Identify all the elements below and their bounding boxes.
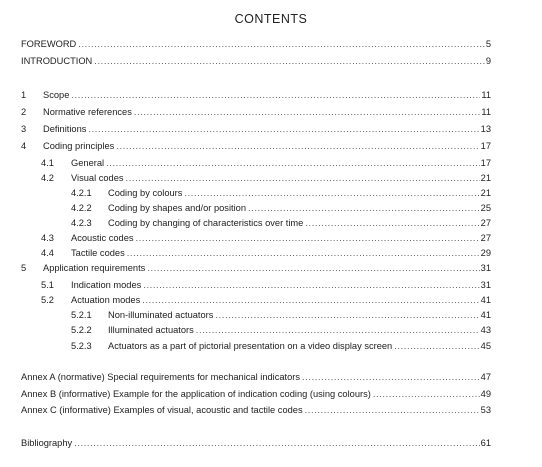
toc-entry-page: 49 [480,389,491,399]
toc-entry [0,105,542,119]
toc-leader-dots [116,139,479,153]
toc-entry-title: Definitions [43,124,87,134]
toc-entry-number: 5.2.1 [71,310,92,320]
toc-entry-title: Annex A (normative) Special requirements for mechanical indicators [21,372,301,382]
toc-entry-page: 21 [480,188,491,198]
toc-entry-page: 53 [480,405,491,415]
toc-leader-dots [106,156,480,170]
toc-entry [0,231,542,245]
toc-entry-page: 25 [480,203,491,213]
toc-entry [0,261,542,275]
toc-entry-title: Annex B (informative) Example for the application of indication coding (using colours) [21,389,371,399]
toc-leader-dots [142,293,479,307]
toc-entry-number: 4.2 [41,173,54,183]
toc-entry-page: 61 [480,438,491,448]
toc-entry [0,387,542,401]
toc-entry-page: 21 [480,173,491,183]
toc-leader-dots [147,261,479,275]
toc-leader-dots [78,37,485,51]
toc-leader-dots [143,278,479,292]
toc-entry [0,308,542,322]
toc-entry-title: INTRODUCTION [21,56,93,66]
toc-leader-dots [126,171,480,185]
toc-leader-dots [184,186,479,200]
toc-leader-dots [88,122,479,136]
toc-entry [0,201,542,215]
toc-entry [0,278,542,292]
toc-entry-title: Actuators as a part of pictorial presentation on a video display screen [108,341,393,351]
toc-entry-title: Coding by shapes and/or position [108,203,246,213]
toc-entry-title: Normative references [43,107,132,117]
toc-entry-page: 31 [480,280,491,290]
toc-entry-page: 17 [480,158,491,168]
toc-entry [0,171,542,185]
toc-entry [0,88,542,102]
toc-leader-dots [373,387,480,401]
toc-entry [0,156,542,170]
toc-leader-dots [305,216,479,230]
page-title: CONTENTS [234,12,308,26]
toc-leader-dots [248,201,480,215]
toc-leader-dots [134,105,480,119]
toc-entry-page: 13 [480,124,491,134]
toc-entry-number: 3 [21,124,27,134]
toc-entry-page: 11 [481,90,491,100]
toc-leader-dots [305,403,480,417]
toc-entry-number: 5.2 [41,295,54,305]
toc-entry-page: 17 [480,141,491,151]
toc-entry-title: Coding by changing of characteristics over time [108,218,304,228]
toc-entry [0,436,542,450]
toc-entry [0,246,542,260]
toc-leader-dots [302,370,480,384]
toc-entry-page: 41 [480,295,491,305]
toc-entry-title: FOREWORD [21,39,77,49]
toc-entry [0,139,542,153]
toc-entry-number: 2 [21,107,27,117]
toc-entry-title: Non-illuminated actuators [108,310,214,320]
toc-entry-number: 5.2.3 [71,341,92,351]
toc-entry [0,323,542,337]
toc-entry-number: 4.2.3 [71,218,92,228]
toc-entry-title: Acoustic codes [71,233,134,243]
toc-leader-dots [136,231,480,245]
toc-entry [0,293,542,307]
toc-entry [0,216,542,230]
toc-entry-page: 5 [485,39,491,49]
toc-entry-page: 47 [480,372,491,382]
toc-entry-page: 45 [480,341,491,351]
toc-entry-title: Coding principles [43,141,115,151]
toc-entry-title: Actuation modes [71,295,141,305]
toc-entry-number: 5.2.2 [71,325,92,335]
toc-entry-title: Scope [43,90,70,100]
toc-entry-number: 5.1 [41,280,54,290]
toc-entry-number: 4.4 [41,248,54,258]
toc-entry-title: General [71,158,105,168]
toc-entry-title: Indication modes [71,280,142,290]
toc-entry-page: 29 [480,248,491,258]
toc-entry-number: 4.2.2 [71,203,92,213]
toc-leader-dots [394,339,479,353]
toc-entry-title: Bibliography [21,438,73,448]
toc-entry-number: 4.3 [41,233,54,243]
toc-leader-dots [74,436,479,450]
toc-entry [0,339,542,353]
toc-leader-dots [71,88,480,102]
toc-entry-page: 11 [481,107,491,117]
toc-entry-page: 31 [480,263,491,273]
toc-entry-page: 41 [480,310,491,320]
toc-entry-page: 9 [485,56,491,66]
toc-leader-dots [94,54,485,68]
toc-entry [0,54,542,68]
toc-entry [0,37,542,51]
toc-entry [0,186,542,200]
toc-entry [0,370,542,384]
toc-entry-number: 4.1 [41,158,54,168]
toc-entry-page: 27 [480,218,491,228]
toc-leader-dots [196,323,480,337]
toc-entry-title: Visual codes [71,173,124,183]
toc-entry-title: Application requirements [43,263,146,273]
toc-entry-number: 1 [21,90,27,100]
toc-entry-title: Illuminated actuators [108,325,194,335]
toc-entry-number: 5 [21,263,27,273]
toc-entry-page: 27 [480,233,491,243]
toc-entry [0,403,542,417]
toc-entry-number: 4 [21,141,27,151]
toc-entry-title: Annex C (informative) Examples of visual, acoustic and tactile codes [21,405,303,415]
toc-leader-dots [215,308,479,322]
toc-entry-title: Tactile codes [71,248,125,258]
toc-entry [0,122,542,136]
toc-entry-page: 43 [480,325,491,335]
toc-leader-dots [127,246,480,260]
toc-entry-title: Coding by colours [108,188,183,198]
toc-entry-number: 4.2.1 [71,188,92,198]
